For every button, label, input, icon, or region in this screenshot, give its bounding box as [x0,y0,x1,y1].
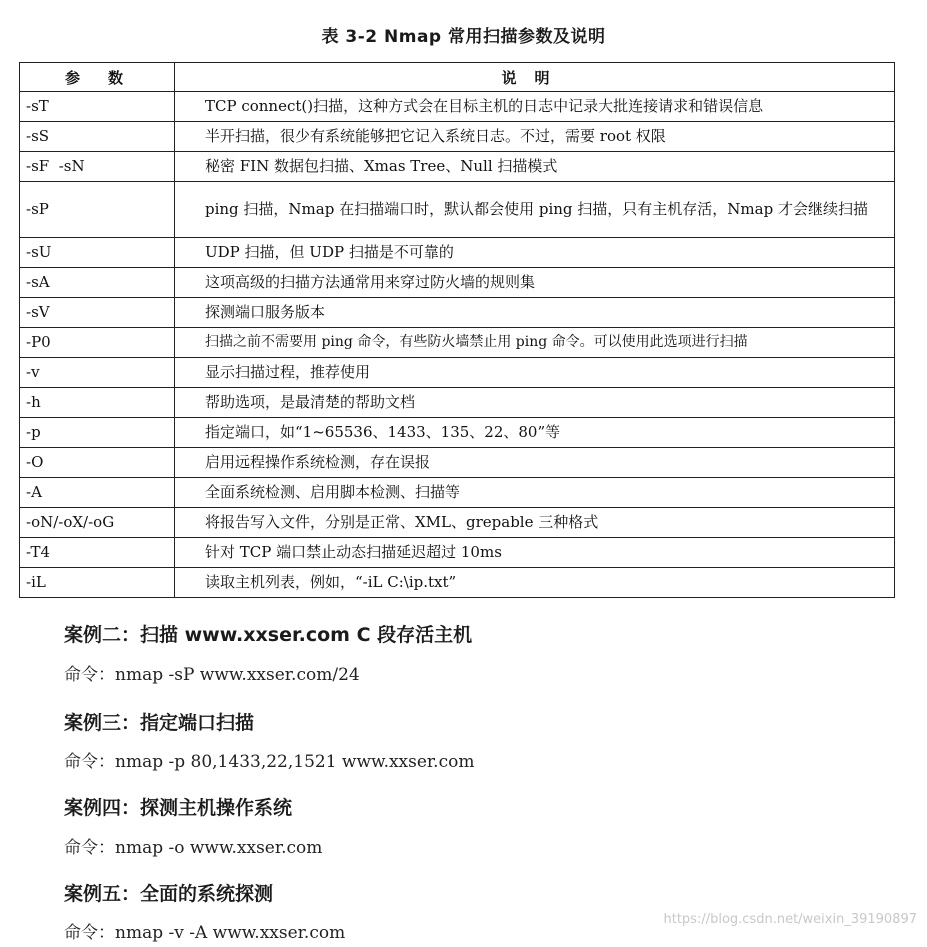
source-watermark: https://blog.csdn.net/weixin_39190897 [663,912,917,927]
case-command: 命令：nmap -p 80,1433,22,1521 www.xxser.com [64,752,475,772]
table-row [20,182,895,238]
header-param: 参数 [20,63,175,92]
table-row [20,358,895,388]
description-cell: 这项高级的扫描方法通常用来穿过防火墙的规则集 [175,268,895,298]
table-row [20,152,895,182]
case-command: 命令：nmap -o www.xxser.com [64,838,323,858]
description-cell: 指定端口，如“1~65536、1433、135、22、80”等 [175,418,895,448]
table-header-row [20,63,895,92]
case-title: 案例二：扫描 www.xxser.com C 段存活主机 [64,624,473,646]
case-title: 案例四：探测主机操作系统 [64,797,293,819]
param-cell: -iL [20,568,175,598]
description-cell: 全面系统检测、启用脚本检测、扫描等 [175,478,895,508]
param-cell: -sT [20,92,175,122]
header-description: 说明 [175,63,895,92]
param-cell: -T4 [20,538,175,568]
param-cell: -sA [20,268,175,298]
table-row [20,538,895,568]
table-row [20,508,895,538]
param-cell: -A [20,478,175,508]
description-cell: 半开扫描，很少有系统能够把它记入系统日志。不过，需要 root 权限 [175,122,895,152]
param-cell: -sF -sN [20,152,175,182]
table-row [20,418,895,448]
table-row [20,448,895,478]
description-cell: 扫描之前不需要用 ping 命令，有些防火墙禁止用 ping 命令。可以使用此选项进行扫描 [175,328,895,358]
table-row [20,122,895,152]
description-cell: 读取主机列表，例如，“-iL C:\ip.txt” [175,568,895,598]
description-cell: UDP 扫描，但 UDP 扫描是不可靠的 [175,238,895,268]
description-cell: TCP connect()扫描，这种方式会在目标主机的日志中记录大批连接请求和错误信息 [175,92,895,122]
description-cell: ping 扫描，Nmap 在扫描端口时，默认都会使用 ping 扫描，只有主机存活，Nmap 才会继续扫描 [175,182,895,238]
param-cell: -sU [20,238,175,268]
param-cell: -O [20,448,175,478]
description-cell: 帮助选项，是最清楚的帮助文档 [175,388,895,418]
description-cell: 显示扫描过程，推荐使用 [175,358,895,388]
param-cell: -h [20,388,175,418]
table-row [20,298,895,328]
param-cell: -P0 [20,328,175,358]
case-title: 案例三：指定端口扫描 [64,712,255,734]
table-row [20,268,895,298]
description-cell: 秘密 FIN 数据包扫描、Xmas Tree、Null 扫描模式 [175,152,895,182]
case-title: 案例五：全面的系统探测 [64,883,274,905]
table-row [20,388,895,418]
case-command: 命令：nmap -v -A www.xxser.com [64,923,346,943]
description-cell: 启用远程操作系统检测，存在误报 [175,448,895,478]
table-title: 表 3-2 Nmap 常用扫描参数及说明 [321,27,606,47]
case-command: 命令：nmap -sP www.xxser.com/24 [64,665,360,685]
param-cell: -sV [20,298,175,328]
description-cell: 探测端口服务版本 [175,298,895,328]
table-row [20,92,895,122]
nmap-params-table [19,62,895,598]
description-cell: 将报告写入文件，分别是正常、XML、grepable 三种格式 [175,508,895,538]
table-row [20,238,895,268]
table-row [20,568,895,598]
param-cell: -oN/-oX/-oG [20,508,175,538]
description-cell: 针对 TCP 端口禁止动态扫描延迟超过 10ms [175,538,895,568]
table-row [20,328,895,358]
table-row [20,478,895,508]
param-cell: -p [20,418,175,448]
param-cell: -v [20,358,175,388]
param-cell: -sP [20,182,175,238]
param-cell: -sS [20,122,175,152]
